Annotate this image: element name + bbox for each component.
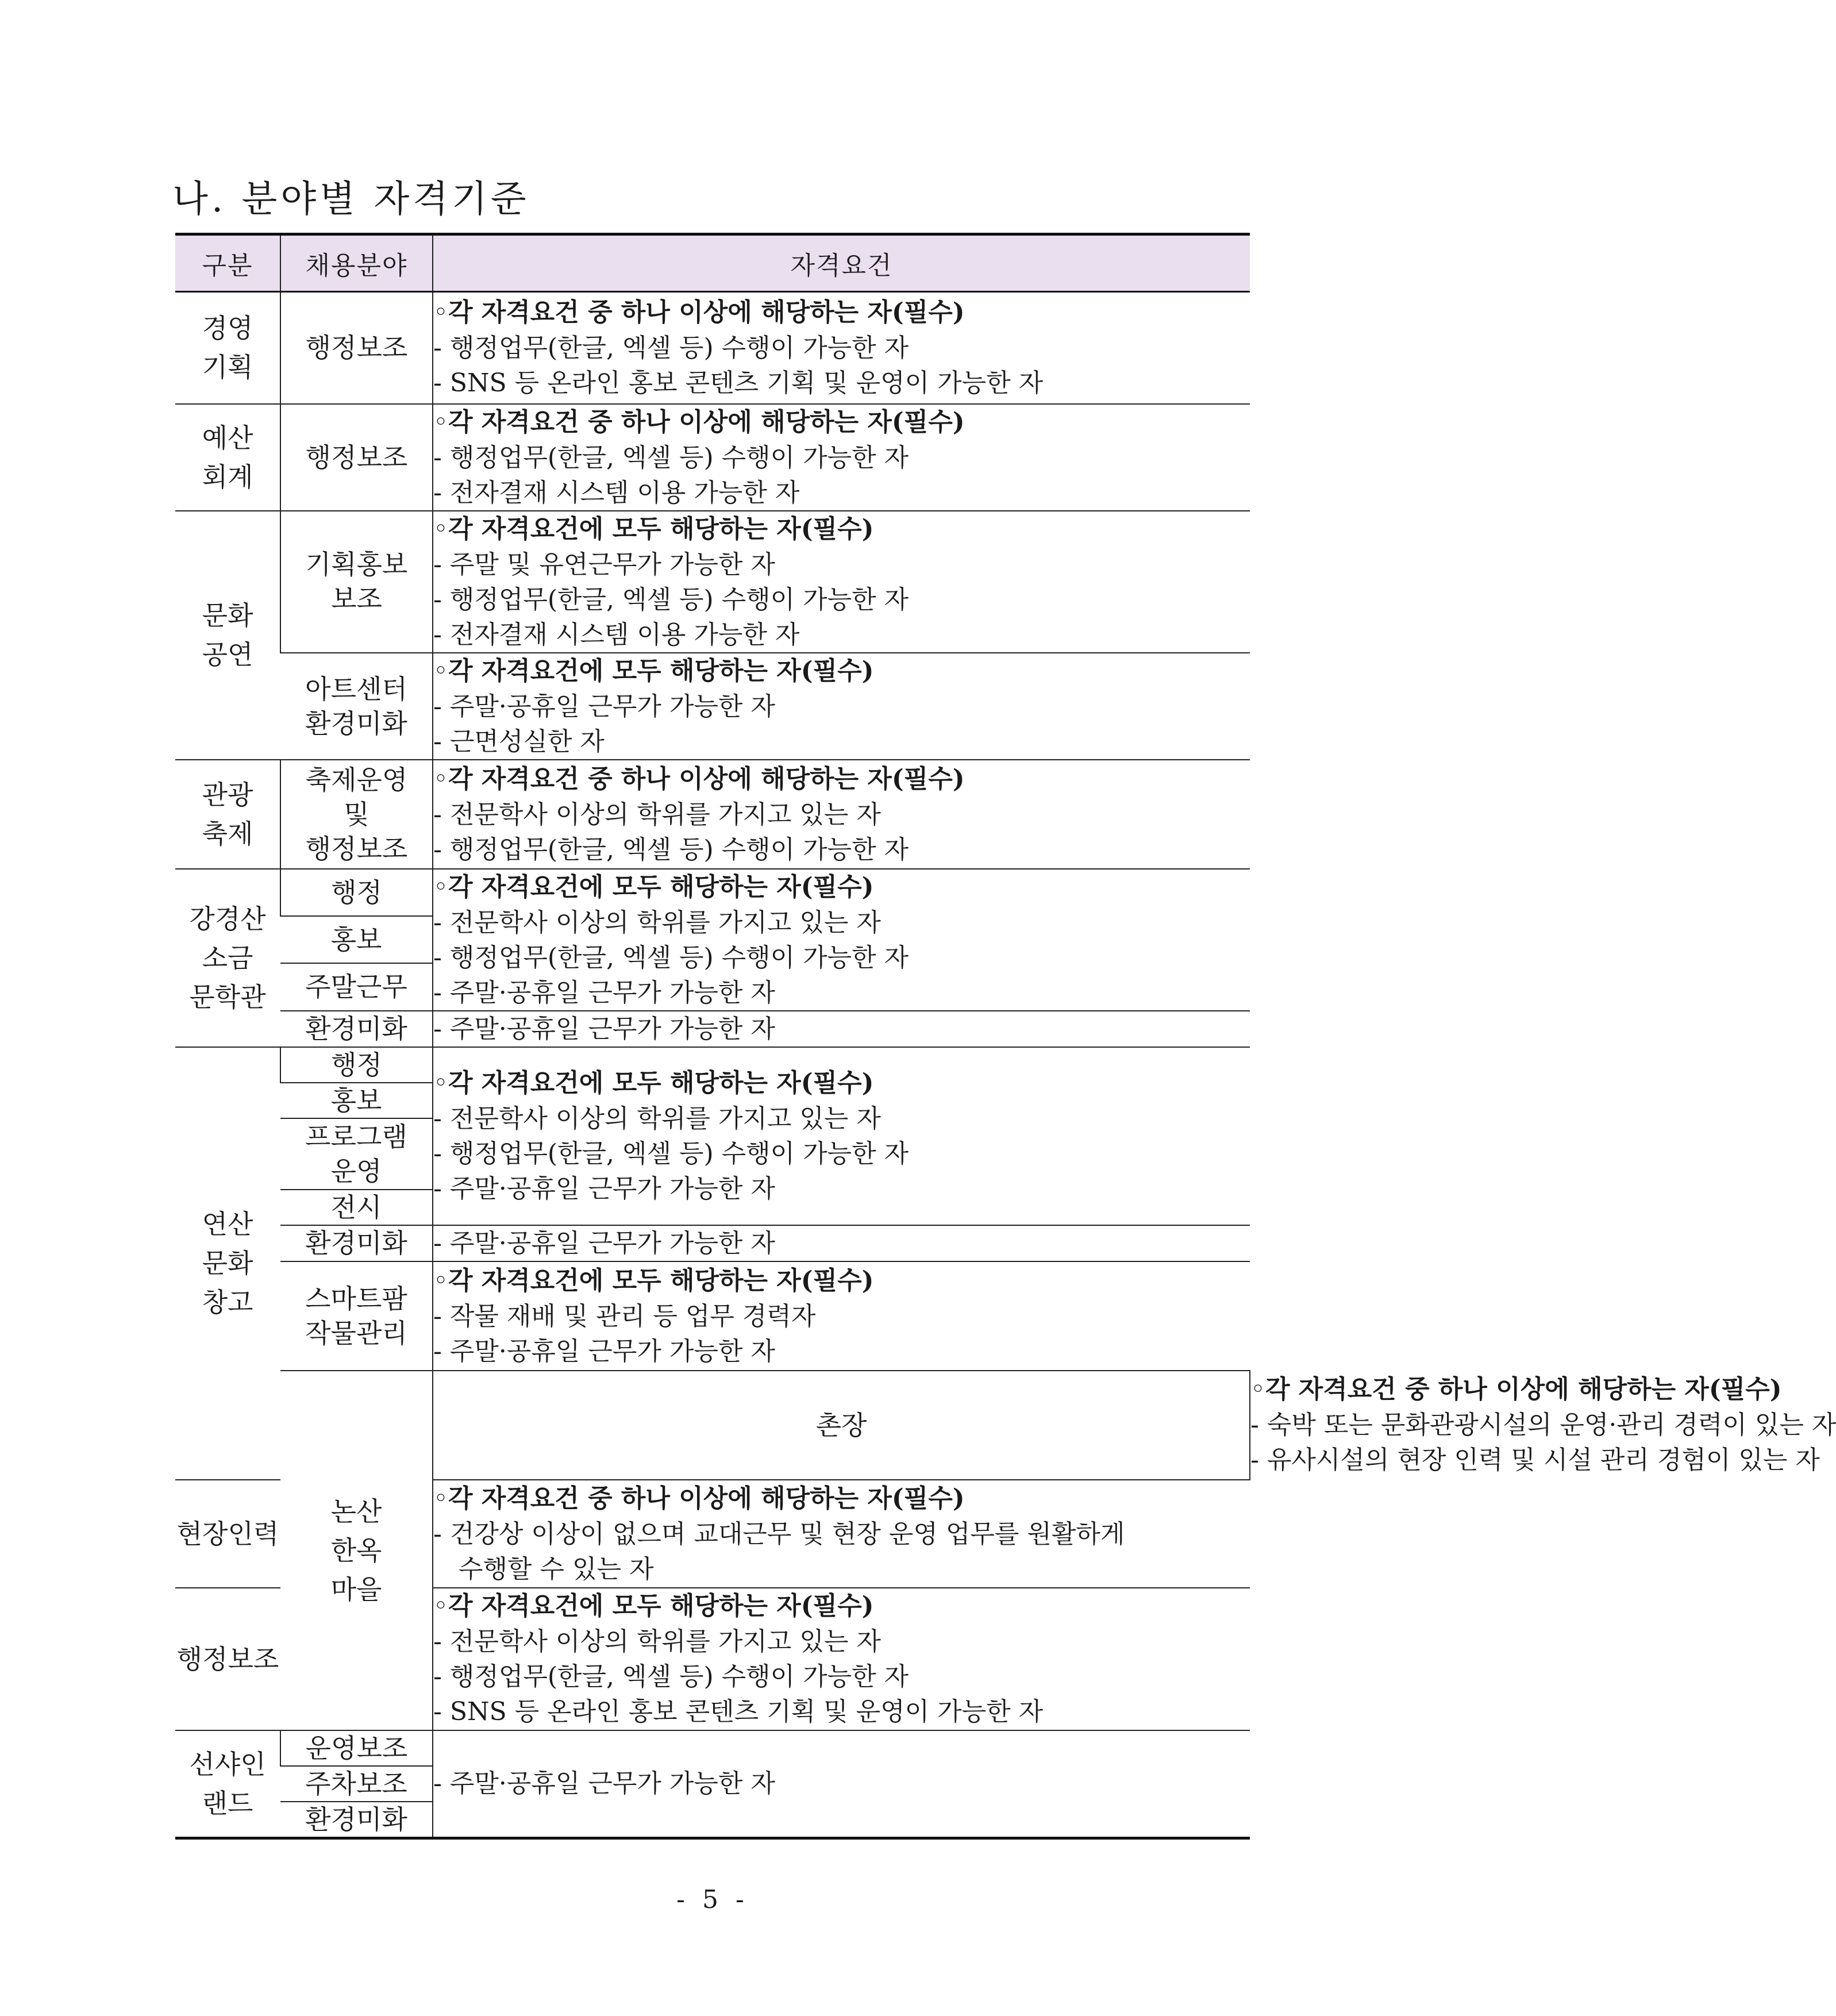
- category-line: 랜드: [202, 1787, 253, 1819]
- table-row: [175, 292, 1250, 404]
- requirement-header: ◦각 자격요건에 모두 해당하는 자(필수): [433, 1068, 874, 1098]
- requirement-item: - 행정업무(한글, 엑셀 등) 수행이 가능한 자: [433, 942, 909, 972]
- field-line: 운영보조: [305, 1732, 408, 1764]
- requirement-header: ◦각 자격요건 중 하나 이상에 해당하는 자(필수): [433, 764, 965, 794]
- field-cell: [280, 1261, 433, 1371]
- field-line: 홍보: [330, 1084, 382, 1116]
- category-line: 공연: [202, 639, 253, 670]
- category-line: 마을: [330, 1573, 382, 1605]
- category-line: 경영: [202, 313, 253, 344]
- field-cell: [175, 1588, 280, 1730]
- requirement-cell: [433, 869, 1250, 1011]
- requirement-cell: [433, 760, 1250, 869]
- requirement-item: - SNS 등 온라인 홍보 콘텐츠 기획 및 운영이 가능한 자: [433, 1697, 1044, 1726]
- requirement-item: - 전문학사 이상의 학위를 가지고 있는 자: [433, 907, 881, 937]
- field-cell: [280, 1802, 433, 1838]
- requirement-item: - 주말·공휴일 근무가 가능한 자: [433, 978, 775, 1007]
- category-line: 문화: [202, 600, 253, 631]
- requirement-item: - 주말 및 유연근무가 가능한 자: [433, 549, 775, 579]
- requirement-item: - 전자결재 시스템 이용 가능한 자: [433, 620, 800, 649]
- field-line: 및: [344, 798, 369, 830]
- field-line: 보조: [331, 583, 382, 614]
- category-line: 문학관: [189, 981, 266, 1013]
- field-line: 행정보조: [305, 332, 408, 364]
- category-cell: [175, 760, 280, 869]
- requirement-header: ◦각 자격요건에 모두 해당하는 자(필수): [433, 514, 874, 544]
- field-cell: [280, 1011, 433, 1047]
- requirement-item: - 주말·공휴일 근무가 가능한 자: [433, 1228, 775, 1258]
- table-row: [175, 1730, 1250, 1766]
- table-row: [175, 653, 1250, 760]
- field-line: 아트센터: [305, 673, 407, 705]
- requirement-item: - 전문학사 이상의 학위를 가지고 있는 자: [433, 1104, 881, 1133]
- field-line: 행정보조: [176, 1643, 279, 1675]
- category-line: 연산: [202, 1209, 253, 1240]
- requirement-item: - 건강상 이상이 없으며 교대근무 및 현장 운영 업무를 원활하게: [433, 1519, 1125, 1549]
- field-line: 운영: [330, 1155, 382, 1187]
- category-cell: [175, 1047, 280, 1480]
- requirement-item: - 주말·공휴일 근무가 가능한 자: [433, 1336, 775, 1366]
- field-line: 환경미화: [305, 1013, 407, 1044]
- field-line: 행정보조: [305, 441, 408, 473]
- requirement-cell: [433, 1261, 1250, 1371]
- field-cell: [280, 1190, 433, 1225]
- requirement-header: ◦각 자격요건 중 하나 이상에 해당하는 자(필수): [433, 407, 965, 437]
- field-line: 홍보: [330, 924, 382, 955]
- requirement-item: - SNS 등 온라인 홍보 콘텐츠 기획 및 운영이 가능한 자: [433, 368, 1044, 398]
- field-line: 행정: [331, 1049, 382, 1080]
- category-cell: [175, 511, 280, 760]
- field-cell: [175, 1480, 280, 1588]
- requirement-item: - 주말·공휴일 근무가 가능한 자: [433, 1769, 775, 1798]
- field-cell: [280, 1118, 433, 1190]
- requirement-item: - 행정업무(한글, 엑셀 등) 수행이 가능한 자: [433, 1662, 909, 1691]
- field-line: 스마트팜: [305, 1283, 407, 1314]
- requirement-item: - 행정업무(한글, 엑셀 등) 수행이 가능한 자: [433, 834, 909, 864]
- field-line: 주말근무: [305, 971, 407, 1003]
- table-header-row: [175, 234, 1250, 292]
- table-row: [175, 1011, 1250, 1047]
- requirement-cell: [433, 653, 1250, 760]
- field-cell: [433, 1371, 1250, 1480]
- field-line: 환경미화: [305, 1803, 407, 1835]
- field-cell: [280, 511, 433, 653]
- requirement-header: ◦각 자격요건에 모두 해당하는 자(필수): [433, 872, 874, 902]
- category-line: 문화: [202, 1248, 253, 1279]
- field-cell: [280, 1766, 433, 1802]
- field-cell: [280, 1225, 433, 1261]
- field-line: 주차보조: [305, 1768, 407, 1799]
- qualification-table: [175, 233, 1836, 1840]
- category-cell: [175, 292, 280, 404]
- section-heading: 나. 분야별 자격기준: [172, 178, 530, 221]
- requirement-header: ◦각 자격요건에 모두 해당하는 자(필수): [433, 1265, 874, 1295]
- requirement-item: - 주말·공휴일 근무가 가능한 자: [433, 691, 775, 721]
- requirement-item: - 행정업무(한글, 엑셀 등) 수행이 가능한 자: [433, 584, 909, 614]
- field-cell: [280, 1047, 433, 1083]
- field-cell: [280, 963, 433, 1010]
- requirement-item: - 근면성실한 자: [433, 726, 605, 756]
- field-line: 기획홍보: [305, 549, 408, 580]
- requirement-item-continued: 수행할 수 있는 자: [459, 1554, 654, 1584]
- field-cell: [280, 916, 433, 963]
- table-row: [175, 404, 1250, 511]
- category-line: 한옥: [330, 1534, 382, 1566]
- requirement-cell: [433, 511, 1250, 653]
- field-line: 행정보조: [305, 833, 408, 864]
- category-line: 회계: [202, 461, 253, 493]
- requirement-item: - 주말·공휴일 근무가 가능한 자: [433, 1174, 775, 1203]
- table-row: 논산 한옥 마을 촌장 ◦각 자격요건 중 하나 이상에 해당하는 자(필수) - 숙박 또는 문화관광시설의 운영·관리 경력이 있는 자 - 유사시설의 현장 인력 및 시설 관리 경험이 있는 자: [175, 1371, 1250, 1480]
- field-line: 환경미화: [305, 1228, 407, 1259]
- category-line: 기획: [202, 352, 253, 383]
- field-line: 환경미화: [305, 707, 407, 739]
- field-line: 현장인력: [176, 1518, 279, 1549]
- field-cell: [280, 869, 433, 916]
- table-row: [175, 1225, 1250, 1261]
- table-row: [175, 1261, 1250, 1371]
- table-row: [175, 869, 1250, 916]
- requirement-cell: [433, 1225, 1250, 1261]
- category-cell: [280, 1371, 433, 1730]
- requirement-header: ◦각 자격요건에 모두 해당하는 자(필수): [433, 1591, 874, 1621]
- requirement-cell: [433, 1011, 1250, 1047]
- field-line: 축제운영: [305, 764, 408, 795]
- header-category: 구분: [175, 234, 280, 292]
- page-number: - 5 -: [676, 1885, 749, 1914]
- header-requirements: 자격요건: [433, 234, 1250, 292]
- field-line: 프로그램: [305, 1121, 407, 1152]
- requirement-cell: [433, 1588, 1250, 1730]
- category-cell: [175, 1730, 280, 1838]
- requirement-cell: [433, 404, 1250, 511]
- category-line: 선샤인: [189, 1748, 266, 1780]
- table-row: [175, 760, 1250, 869]
- field-cell: [280, 1083, 433, 1118]
- field-line: 작물관리: [305, 1317, 407, 1349]
- requirement-item: - 주말·공휴일 근무가 가능한 자: [433, 1014, 775, 1044]
- field-cell: [280, 1730, 433, 1766]
- requirement-header: ◦각 자격요건 중 하나 이상에 해당하는 자(필수): [433, 1483, 965, 1513]
- requirement-item: - 행정업무(한글, 엑셀 등) 수행이 가능한 자: [433, 443, 909, 472]
- field-cell: [280, 404, 433, 511]
- table-row: [175, 1047, 1250, 1083]
- requirement-item: - 행정업무(한글, 엑셀 등) 수행이 가능한 자: [433, 1139, 909, 1168]
- table-row: [175, 511, 1250, 653]
- category-line: 강경산: [189, 903, 266, 934]
- field-cell: [280, 292, 433, 404]
- category-cell: [175, 404, 280, 511]
- field-cell: [280, 760, 433, 869]
- field-line: 촌장: [815, 1409, 867, 1441]
- category-line: 관광: [202, 779, 253, 810]
- field-line: 행정: [331, 876, 382, 908]
- requirement-header: ◦각 자격요건 중 하나 이상에 해당하는 자(필수): [433, 298, 965, 328]
- field-cell: [280, 653, 433, 760]
- requirement-cell: [433, 1047, 1250, 1225]
- category-line: 예산: [202, 422, 253, 453]
- category-line: 축제: [202, 818, 253, 849]
- category-line: 창고: [202, 1287, 253, 1318]
- header-field: 채용분야: [280, 234, 433, 292]
- requirement-cell: [433, 1480, 1250, 1588]
- category-line: 논산: [330, 1495, 382, 1527]
- category-cell: [175, 869, 280, 1047]
- requirement-cell: [433, 1730, 1250, 1838]
- requirement-item: - 행정업무(한글, 엑셀 등) 수행이 가능한 자: [433, 333, 909, 363]
- requirement-item: - 전문학사 이상의 학위를 가지고 있는 자: [433, 799, 881, 829]
- field-line: 전시: [330, 1191, 382, 1223]
- requirement-item: - 전자결재 시스템 이용 가능한 자: [433, 478, 800, 507]
- requirement-item: - 작물 재배 및 관리 등 업무 경력자: [433, 1301, 816, 1331]
- requirement-cell: [433, 292, 1250, 404]
- requirement-item: - 전문학사 이상의 학위를 가지고 있는 자: [433, 1627, 881, 1656]
- category-line: 소금: [202, 942, 253, 974]
- requirement-header: ◦각 자격요건에 모두 해당하는 자(필수): [433, 656, 874, 686]
